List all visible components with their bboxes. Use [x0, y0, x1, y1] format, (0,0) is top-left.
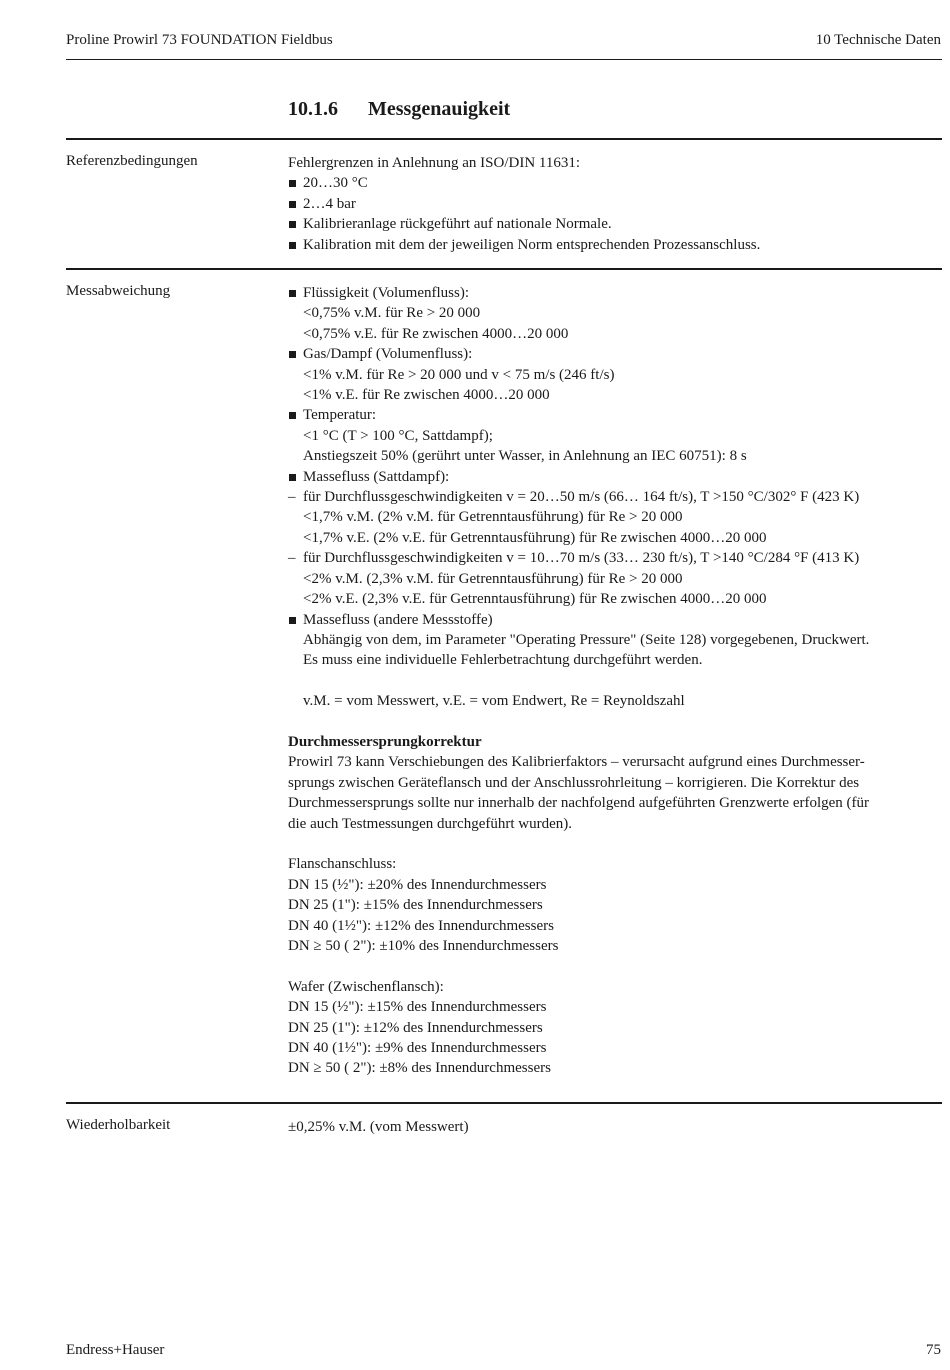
dash-item	[288, 487, 948, 548]
gas-line: <1% v.E. für Re zwischen 4000…20 000	[303, 387, 550, 404]
spacer	[288, 712, 948, 732]
footer-company: Endress+Hauser	[66, 1342, 165, 1358]
section-rule-wiederholbarkeit	[66, 1102, 942, 1104]
massefluss-andere-line: Es muss eine individuelle Fehlerbetrachtung durchgeführt werden.	[303, 652, 703, 669]
massefluss-andere-line: Abhängig von dem, im Parameter "Operating Pressure" (Seite 128) vorgegebenen, Druckwert.	[303, 631, 870, 648]
section-title: Messgenauigkeit	[368, 98, 511, 120]
flansch-line: DN 25 (1"): ±15% des Innendurchmessers	[288, 897, 543, 914]
header-chapter-title: 10 Technische Daten	[815, 32, 941, 48]
wafer-title: Wafer (Zwischenflansch):	[288, 978, 444, 995]
list-item-massefluss-andere	[288, 610, 948, 712]
korrektur-heading: Durchmessersprungkorrektur	[288, 733, 482, 750]
massefluss-sattdampf-sublist	[288, 487, 948, 609]
dash-item-title: – für Durchflussgeschwindigkeiten v = 10…70 m/s (33… 230 ft/s), T >140 °C/284 °F (413 K)	[303, 550, 860, 567]
korrektur-paragraph-line: sprungs zwischen Geräteflansch und der Anschlussrohrleitung – korrigieren. Die Korrektur des	[288, 774, 860, 791]
list-item: 2…4 bar	[288, 194, 948, 214]
list-item: Kalibrieranlage rückgeführt auf nationale Normale.	[288, 214, 948, 234]
dash-item-line: <2% v.M. (2,3% v.M. für Getrenntausführung) für Re > 20 000	[303, 570, 683, 587]
massefluss-sattdampf-title: Massefluss (Sattdampf):	[303, 468, 450, 485]
gas-title: Gas/Dampf (Volumenfluss):	[303, 346, 473, 363]
referenz-content	[288, 153, 948, 255]
list-item-temperatur	[288, 405, 948, 466]
row-label-referenz: Referenzbedingungen	[66, 153, 198, 169]
wafer-line: DN 40 (1½"): ±9% des Innendurchmessers	[288, 1039, 547, 1056]
list-item-fluessigkeit	[288, 283, 948, 344]
korrektur-paragraph-line: Prowirl 73 kann Verschiebungen des Kalibrierfaktors – verursacht aufgrund eines Durchmesser-	[288, 754, 865, 771]
header-rule	[66, 59, 942, 60]
spacer	[288, 834, 948, 854]
korrektur-paragraph-line: die auch Testmessungen durchgeführt wurden).	[288, 815, 573, 832]
flansch-line: DN ≥ 50 ( 2"): ±10% des Innendurchmessers	[288, 937, 559, 954]
page-number: 75	[926, 1342, 941, 1358]
wafer-line: DN ≥ 50 ( 2"): ±8% des Innendurchmessers	[288, 1060, 551, 1077]
dash-item-line: <1,7% v.E. (2% v.E. für Getrenntausführung) für Re zwischen 4000…20 000	[303, 529, 767, 546]
fluessigkeit-title: Flüssigkeit (Volumenfluss):	[303, 285, 469, 301]
messabweichung-content	[288, 283, 948, 1079]
spacer	[288, 956, 948, 976]
dash-item	[288, 548, 948, 609]
fluessigkeit-line: <0,75% v.M. für Re > 20 000	[303, 305, 481, 322]
section-number: 10.1.6	[288, 98, 338, 120]
list-item: Kalibration mit dem der jeweiligen Norm entsprechenden Prozessanschluss.	[288, 235, 948, 255]
fluessigkeit-line: <0,75% v.E. für Re zwischen 4000…20 000	[303, 325, 569, 342]
wiederholbarkeit-value: ±0,25% v.M. (vom Messwert)	[288, 1119, 469, 1135]
row-label-messabweichung: Messabweichung	[66, 283, 171, 299]
referenz-intro: Fehlergrenzen in Anlehnung an ISO/DIN 11631:	[288, 155, 581, 171]
korrektur-paragraph-line: Durchmessersprungs sollte nur innerhalb der nachfolgend aufgeführten Grenzwerte erfolgen (für	[288, 795, 870, 812]
list-item: 20…30 °C	[288, 173, 948, 193]
section-heading	[288, 98, 510, 121]
flansch-line: DN 15 (½"): ±20% des Innendurchmessers	[288, 876, 547, 893]
temperatur-line: <1 °C (T > 100 °C, Sattdampf);	[303, 427, 493, 444]
massefluss-andere-title: Massefluss (andere Messstoffe)	[303, 611, 493, 628]
temperatur-title: Temperatur:	[303, 407, 377, 424]
list-item-massefluss-sattdampf	[288, 467, 948, 610]
row-label-wiederholbarkeit: Wiederholbarkeit	[66, 1117, 171, 1133]
abbreviation-legend: v.M. = vom Messwert, v.E. = vom Endwert, Re = Reynoldszahl	[303, 693, 685, 710]
flansch-line: DN 40 (1½"): ±12% des Innendurchmessers	[288, 917, 554, 934]
temperatur-line: Anstiegszeit 50% (gerührt unter Wasser, in Anlehnung an IEC 60751): 8 s	[303, 448, 747, 465]
section-rule-messabweichung	[66, 268, 942, 270]
list-item-gas	[288, 344, 948, 405]
wafer-line: DN 25 (1"): ±12% des Innendurchmessers	[288, 1019, 543, 1036]
dash-item-title: – für Durchflussgeschwindigkeiten v = 20…50 m/s (66… 164 ft/s), T >150 °C/302° F (423 K)	[303, 489, 860, 506]
messabweichung-list	[288, 283, 948, 712]
section-rule-referenz	[66, 138, 942, 140]
referenz-list	[288, 173, 948, 255]
gas-line: <1% v.M. für Re > 20 000 und v < 75 m/s (246 ft/s)	[303, 366, 615, 383]
flansch-title: Flanschanschluss:	[288, 856, 397, 873]
wafer-line: DN 15 (½"): ±15% des Innendurchmessers	[288, 999, 547, 1016]
spacer	[303, 671, 948, 691]
dash-item-line: <2% v.E. (2,3% v.E. für Getrenntausführung) für Re zwischen 4000…20 000	[303, 591, 767, 608]
dash-item-line: <1,7% v.M. (2% v.M. für Getrenntausführung) für Re > 20 000	[303, 509, 683, 526]
header-document-title: Proline Prowirl 73 FOUNDATION Fieldbus	[66, 32, 333, 48]
